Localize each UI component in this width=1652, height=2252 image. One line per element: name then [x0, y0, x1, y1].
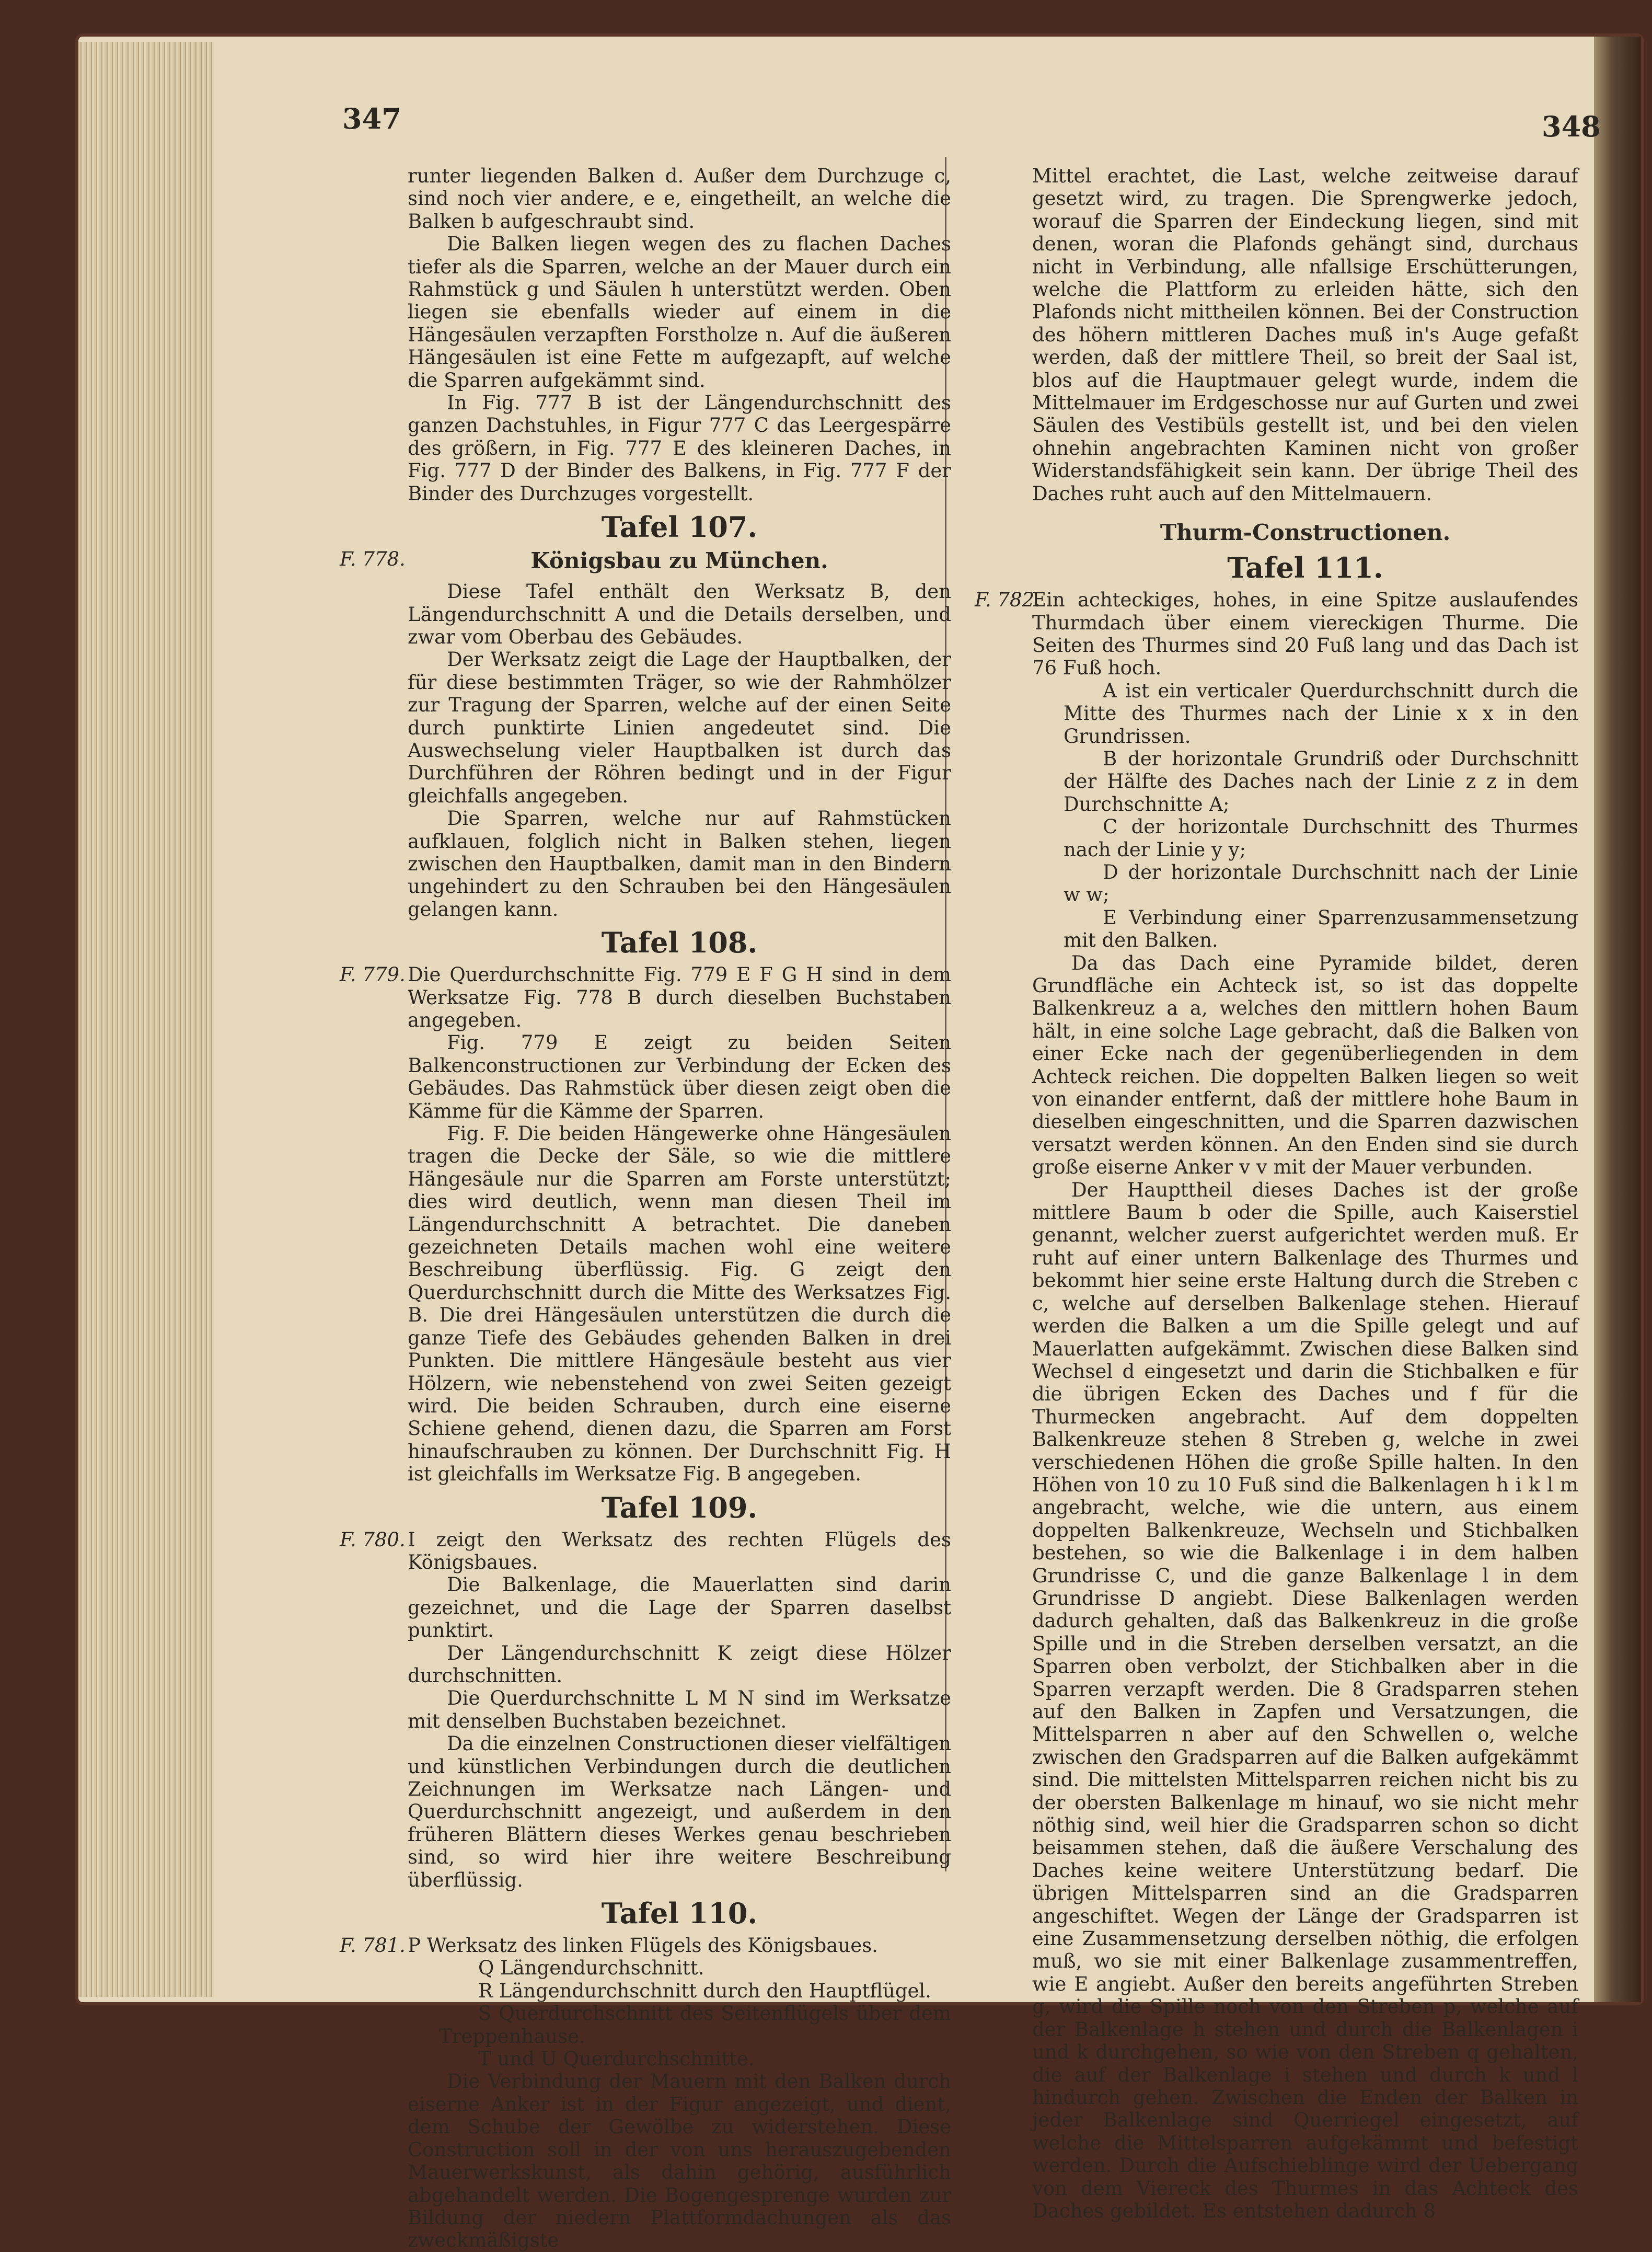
list-item: S Querdurchschnitt des Seitenflügels über dem Treppenhause. — [439, 2002, 951, 2048]
list-item: D der horizontale Durchschnitt nach der Linie w w; — [1064, 860, 1578, 906]
list-item: Q Längendurchschnitt. — [478, 1957, 704, 1980]
figure-ref: F. 780. — [340, 1528, 406, 1551]
list-item: A ist ein verticaler Querdurchschnitt durch die Mitte des Thurmes nach der Linie x x in den Grundrissen. — [1064, 679, 1578, 748]
entry-f781 — [340, 1934, 951, 1957]
section-heading: Tafel 107. — [601, 510, 758, 544]
gutter-shadow — [1594, 37, 1641, 2002]
page-edges — [78, 42, 214, 1997]
entry-f780 — [340, 1528, 951, 1574]
figure-ref: F. 778. — [340, 548, 406, 571]
paragraph: runter liegenden Balken d. Außer dem Durchzuge c, sind noch vier andere, e e, eingetheilt, an welche die Balken b aufgeschraubt sind. — [408, 165, 951, 233]
list-item: B der horizontale Grundriß oder Durchschnitt der Hälfte des Daches nach der Linie z z in dem Durchschnitte A; — [1064, 747, 1578, 815]
paragraph: Die Balkenlage, die Mauerlatten sind darin gezeichnet, und die Lage der Sparren daselbst punktirt. — [408, 1573, 951, 1642]
paragraph: Die Querdurchschnitte L M N sind im Werksatze mit denselben Buchstaben bezeichnet. — [408, 1687, 951, 1732]
paragraph: Der Haupttheil dieses Daches ist der große mittlere Baum b oder die Spille, auch Kaiserstiel genannt, welcher zuerst aufgerichtet werden muß. Er ruht auf einer untern Balkenlage des Thurmes und bekommt hier seine erste Haltung durch die Streben c c, welche auf derselben Balkenlage stehen. Hierauf werden die Balken a um die Spille gelegt und auf Mauerlatten aufgekämmt. Zwischen diese Balken sind Wechsel d eingesetzt und darin die Stichbalken e für die übrigen Ecken des Daches und f für die Thurmecken angebracht. Auf dem doppelten Balkenkreuze stehen 8 Streben g, welche in zwei verschiedenen Höhen die große Spille halten. In den Höhen von 10 zu 10 Fuß sind die Balkenlagen h i k l m angebracht, welche, wie die untern, aus einem doppelten Balkenkreuze, Wechseln und Stichbalken bestehen, so wie die Balkenlage i in dem halben Grundrisse C, und die ganze Balkenlage l in dem Grundrisse D angiebt. Diese Balkenlagen werden dadurch gehalten, daß das Balkenkreuz in die große Spille und in die Streben derselben versatzt, an die Sparren oben verbolzt, der Stichbalken aber in die Sparren verzapft werden. Die 8 Gradsparren stehen auf den Balken in Zapfen und Versatzungen, die Mittelsparren n aber auf den Schwellen o, welche zwischen den Gradsparren auf die Balken aufgekämmt sind. Die mittelsten Mittelsparren reichen nicht bis zu der obersten Balkenlage m hinauf, wo sie nicht mehr nöthig sind, weil hier die Gradsparren schon so dicht beisammen stehen, daß die äußere Verschalung des Daches keine weitere Unterstützung bedarf. Die übrigen Mittelsparren sind an die Gradsparren angeschiftet. Wegen der Länge der Gradsparren ist eine Zusammensetzung derselben nöthig, die erfolgen muß, wo sie mit einer Balkenlage zusammentreffen, wie E angiebt. Außer den bereits angeführten Streben g, wird die Spille noch von den Streben p, welche auf der Balkenlage h stehen und durch die Balkenlagen i und k durchgehen, so wie von den Streben q gehalten, die auf der Balkenlage i stehen und durch k und l hindurch gehen. Zwischen die Enden der Balken in jeder Balkenlage sind Querriegel eingesetzt, auf welche die Mittelsparren aufgekämmt und befestigt werden. Durch die Aufschieblinge wird der Uebergang von dem Viereck des Thurmes in das Achteck des Daches gebildet. Es entstehen dadurch 8 — [1032, 1178, 1578, 2222]
section-subheading: Königsbau zu München. — [530, 548, 828, 574]
paragraph: Fig. F. Die beiden Hängewerke ohne Hängesäulen tragen die Decke der Säle, so wie die mittlere Hängesäule nur die Sparren am Forste unterstützt; dies wird deutlich, wenn man diesen Theil im Längendurchschnitt A betrachtet. Die daneben gezeichneten Details machen wohl eine weitere Beschreibung überflüssig. Fig. G zeigt den Querdurchschnitt durch die Mitte des Werksatzes Fig. B. Die drei Hängesäulen unterstützen die durch die ganze Tiefe des Gebäudes gehenden Balken in drei Punkten. Die mittlere Hängesäule besteht aus vier Hölzern, wie nebenstehend von zwei Seiten gezeigt wird. Die beiden Schrauben, durch eine eiserne Schiene gehend, dienen dazu, die Sparren am Forst hinaufschrauben zu können. Der Durchschnitt Fig. H ist gleichfalls im Werksatze Fig. B angegeben. — [408, 1122, 951, 1486]
figure-ref: F. 782. — [975, 589, 1041, 612]
section-heading: Tafel 108. — [601, 926, 758, 960]
entry-f782 — [975, 589, 1578, 680]
paragraph: Die Querdurchschnitte Fig. 779 E F G H sind in dem Werksatze Fig. 778 B durch dieselben Buchstaben angegeben. — [408, 963, 951, 1031]
page-number-right: 348 — [1542, 110, 1601, 143]
paragraph: Mittel erachtet, die Last, welche zeitweise darauf gesetzt wird, zu tragen. Die Sprengwerke jedoch, worauf die Sparren der Eindeckung liegen, sind mit denen, woran die Plafonds gehängt sind, durchaus nicht in Verbindung, alle nfallsige Erschütterungen, welche die Plattform zu erleiden hätte, sich den Plafonds nicht mittheilen können. Bei der Construction des höhern mittleren Daches muß in's Auge gefaßt werden, daß der mittlere Theil, so breit der Saal ist, blos auf die Hauptmauer gelegt wurde, indem die Mittelmauer im Erdgeschosse nur auf Gurten und zwei Säulen des Vestibüls gestellt ist, und bei den vielen ohnehin angebrachten Kaminen nicht von großer Widerstandsfähigkeit sein kann. Der übrige Theil des Daches ruht auch auf den Mittelmauern. — [1032, 165, 1578, 505]
paragraph: Da das Dach eine Pyramide bildet, deren Grundfläche ein Achteck ist, so ist das doppelte Balkenkreuz a a, welches den mittlern hohen Baum hält, in eine solche Lage gebracht, daß die Balken von einer Ecke nach der gegenüberliegenden in dem Achteck reichen. Die doppelten Balken liegen so weit von einander entfernt, daß der mittlere hohe Baum in dieselben eingeschnitten, und die Sparren dazwischen versatzt werden können. An den Enden sind sie durch große eiserne Anker v v mit der Mauer verbunden. — [1032, 951, 1578, 1179]
left-column — [340, 165, 951, 2252]
paragraph: I zeigt den Werksatz des rechten Flügels des Königsbaues. — [408, 1528, 951, 1573]
paragraph: Diese Tafel enthält den Werksatz B, den Längendurchschnitt A und die Details derselben, und zwar vom Oberbau des Gebäudes. — [408, 580, 951, 648]
list-item: C der horizontale Durchschnitt des Thurmes nach der Linie y y; — [1064, 815, 1578, 861]
figure-ref: F. 779. — [340, 963, 406, 986]
entry-f778 — [340, 548, 951, 574]
paragraph: Der Längendurchschnitt K zeigt diese Hölzer durchschnitten. — [408, 1641, 951, 1687]
paragraph: Fig. 779 E zeigt zu beiden Seiten Balkenconstructionen zur Verbindung der Ecken des Gebäudes. Das Rahmstück über diesen zeigt oben die Kämme für die Kämme der Sparren. — [408, 1031, 951, 1122]
section-heading: Tafel 111. — [1227, 551, 1383, 585]
section-heading: Tafel 109. — [601, 1490, 758, 1524]
section-heading: Tafel 110. — [601, 1897, 758, 1931]
list-item: R Längendurchschnitt durch den Hauptflügel. — [478, 1979, 932, 2002]
figure-ref: F. 781. — [340, 1934, 406, 1957]
list-item: E Verbindung einer Sparrenzusammensetzung mit den Balken. — [1064, 906, 1578, 952]
right-column — [975, 165, 1578, 2222]
list-item: T und U Querdurchschnitte. — [478, 2048, 755, 2071]
paragraph: Da die einzelnen Constructionen dieser vielfältigen und künstlichen Verbindungen durch die deutlichen Zeichnungen im Werksatze nach Längen- und Querdurchschnitt angezeigt, und außerdem in den früheren Blättern dieses Werkes genau beschrieben sind, so wird hier ihre weitere Beschreibung überflüssig. — [408, 1732, 951, 1891]
paragraph: Der Werksatz zeigt die Lage der Hauptbalken, der für diese bestimmten Träger, so wie der Rahmhölzer zur Tragung der Sparren, welche auf der einen Seite durch punktirte Linien angedeutet sind. Die Auswechselung vieler Hauptbalken ist durch das Durchführen der Röhren bedingt und in der Figur gleichfalls angegeben. — [408, 648, 951, 807]
section-heading: Thurm-Constructionen. — [1160, 520, 1451, 546]
page-number-left: 347 — [342, 102, 401, 135]
paragraph: Die Verbindung der Mauern mit den Balken durch eiserne Anker ist in der Figur angezeigt, und dient, dem Schube der Gewölbe zu widerstehen. Diese Construction soll in der von uns herauszugebenden Mauerwerkskunst, als dahin gehörig, ausführlich abgehandelt werden. Die Bogengesprenge wurden zur Bildung der niedern Plattformdachungen als das zweckmäßigste — [408, 2070, 951, 2252]
paragraph: Die Sparren, welche nur auf Rahmstücken aufklauen, folglich nicht in Balken stehen, liegen zwischen den Hauptbalken, damit man in den Bindern ungehindert zu den Schrauben bei den Hängesäulen gelangen kann. — [408, 807, 951, 921]
paragraph: Die Balken liegen wegen des zu flachen Daches tiefer als die Sparren, welche an der Mauer durch ein Rahmstück g und Säulen h unterstützt werden. Oben liegen sie ebenfalls wieder auf einem in die Hängesäulen verzapften Forstholze n. Auf die äußeren Hängesäulen ist eine Fette m aufgezapft, auf welche die Sparren aufgekämmt sind. — [408, 233, 951, 392]
paragraph: In Fig. 777 B ist der Längendurchschnitt des ganzen Dachstuhles, in Figur 777 C das Leergespärre des größern, in Fig. 777 E des kleineren Daches, in Fig. 777 D der Binder des Balkens, in Fig. 777 F der Binder des Durchzuges vorgestellt. — [408, 392, 951, 505]
paragraph: Ein achteckiges, hohes, in eine Spitze auslaufendes Thurmdach über einem viereckigen Thurme. Die Seiten des Thurmes sind 20 Fuß lang und das Dach ist 76 Fuß hoch. — [1032, 589, 1578, 680]
list-item: P Werksatz des linken Flügels des Königsbaues. — [408, 1934, 878, 1957]
entry-f779 — [340, 963, 951, 1031]
